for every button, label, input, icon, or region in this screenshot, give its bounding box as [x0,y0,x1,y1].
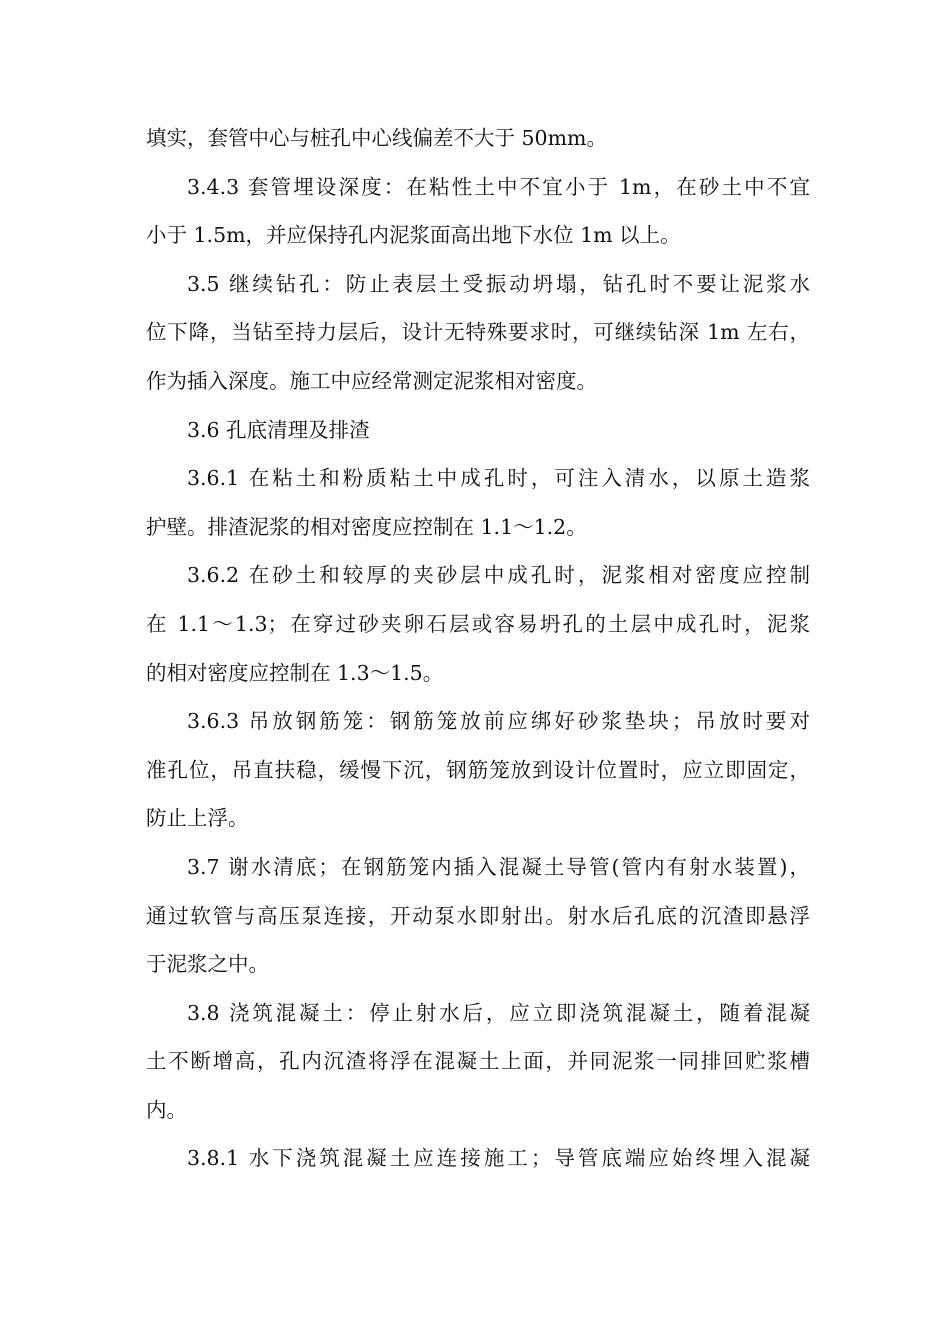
text-line: 在 1.1～1.3；在穿过砂夹卵石层或容易坍孔的土层中成孔时，泥浆 [146,611,810,636]
text-line: 3.6.1 在粘土和粉质粘土中成孔时，可注入清水，以原土造浆 [187,466,810,491]
text-line: 3.6 孔底清理及排渣 [187,417,370,442]
text-line: 护壁。排渣泥浆的相对密度应控制在 1.1～1.2。 [146,514,587,539]
text-line: 3.8 浇筑混凝土：停止射水后，应立即浇筑混凝土，随着混凝 [187,1000,810,1025]
text-line: 3.7 谢水清底；在钢筋笼内插入混凝土导管(管内有射水装置)， [187,854,810,879]
text-line: 小于 1.5m，并应保持孔内泥浆面高出地下水位 1m 以上。 [146,223,681,248]
text-line: 于泥浆之中。 [146,952,269,977]
text-line: 准孔位，吊直扶稳，缓慢下沉，钢筋笼放到设计位置时，应立即固定， [146,757,810,782]
text-line: 通过软管与高压泵连接，开动泵水即射出。射水后孔底的沉渣即悬浮 [146,903,810,928]
text-line: 位下降，当钻至持力层后，设计无特殊要求时，可继续钻深 1m 左右， [146,320,810,345]
text-line: 防止上浮。 [146,806,249,831]
text-line: 内。 [146,1097,187,1122]
text-line: 3.8.1 水下浇筑混凝土应连接施工；导管底端应始终埋入混凝 [187,1146,810,1171]
text-line: 的相对密度应控制在 1.3～1.5。 [146,660,444,685]
text-line: 3.4.3 套管埋设深度：在粘性土中不宜小于 1m，在砂土中不宜 [187,174,810,199]
text-line: 填实，套管中心与桩孔中心线偏差不大于 50mm。 [146,126,607,150]
text-line: 3.6.2 在砂土和较厚的夹砂层中成孔时，泥浆相对密度应控制 [187,563,810,588]
text-line: 作为插入深度。施工中应经常测定泥浆相对密度。 [146,368,597,393]
text-line: 3.6.3 吊放钢筋笼：钢筋笼放前应绑好砂浆垫块；吊放时要对 [187,709,810,734]
text-line: 3.5 继续钻孔：防止表层土受振动坍塌，钻孔时不要让泥浆水 [187,271,810,296]
text-line: 土不断增高，孔内沉渣将浮在混凝土上面，并同泥浆一同排回贮浆槽 [146,1049,810,1074]
body-text [146,114,810,1183]
